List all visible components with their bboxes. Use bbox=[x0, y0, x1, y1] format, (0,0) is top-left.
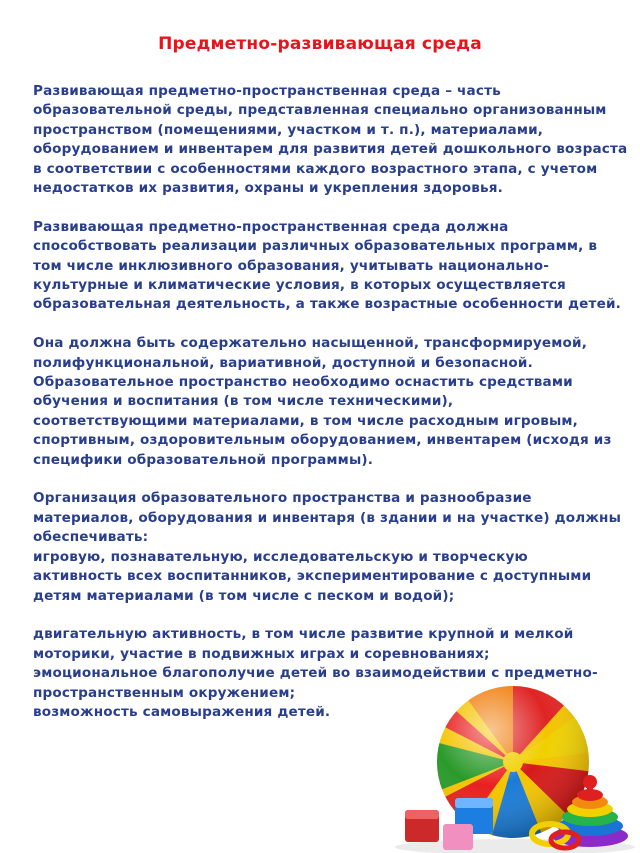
text-line: игровую, познавательную, исследовательскую и творческую bbox=[33, 548, 528, 565]
text-line: том числе инклюзивного образования, учитывать национально- bbox=[33, 257, 549, 274]
text-line: возможность самовыражения детей. bbox=[33, 703, 331, 720]
text-line: пространством (помещениями, участком и т. п.), материалами, bbox=[33, 121, 544, 138]
text-line: активность всех воспитанников, экспериментирование с доступными bbox=[33, 568, 592, 585]
text-line: образовательная деятельность, а также возрастные особенности детей. bbox=[33, 296, 621, 313]
text-line: полифункциональной, вариативной, доступной и безопасной. bbox=[33, 354, 533, 371]
text-line: детям материалами (в том числе с песком и водой); bbox=[33, 587, 455, 604]
text-line: образовательной среды, представленная специально организованным bbox=[33, 102, 607, 119]
text-line: Развивающая предметно-пространственная среда – часть bbox=[33, 83, 501, 99]
text-line: способствовать реализации различных образовательных программ, в bbox=[33, 238, 598, 255]
toys-ball-blocks-pyramid-icon bbox=[395, 682, 640, 853]
text-line: в соответствии с особенностями каждого возрастного этапа, с учетом bbox=[33, 160, 598, 177]
text-line: Образовательное пространство необходимо оснастить средствами bbox=[33, 374, 573, 391]
text-line: Развивающая предметно-пространственная среда должна bbox=[33, 218, 509, 235]
text-line: обучения и воспитания (в том числе техническими), bbox=[33, 393, 454, 410]
text-line: эмоциональное благополучие детей во взаимодействии с предметно- bbox=[33, 665, 598, 682]
text-line: Организация образовательного пространства и разнообразие bbox=[33, 490, 532, 507]
text-line: двигательную активность, в том числе развитие крупной и мелкой bbox=[33, 626, 574, 643]
page-title: Предметно-развивающая среда bbox=[158, 34, 482, 54]
text-line: Она должна быть содержательно насыщенной, трансформируемой, bbox=[33, 335, 588, 352]
text-line: специфики образовательной программы). bbox=[33, 451, 374, 468]
paragraph bbox=[33, 489, 623, 605]
text-line: оборудованием и инвентарем для развития детей дошкольного возраста bbox=[33, 141, 628, 158]
document-body bbox=[33, 82, 628, 742]
text-line: пространственным окружением; bbox=[33, 684, 296, 701]
text-line: моторики, участие в подвижных играх и соревнованиях; bbox=[33, 645, 490, 662]
paragraph bbox=[33, 218, 623, 315]
text-line: соответствующими материалами, в том числе расходным игровым, bbox=[33, 412, 578, 429]
paragraph bbox=[33, 82, 628, 198]
text-line: материалов, оборудования и инвентаря (в здании и на участке) должны bbox=[33, 509, 622, 526]
text-line: спортивным, оздоровительным оборудованием, инвентарем (исходя из bbox=[33, 432, 612, 449]
text-line: культурные и климатические условия, в которых осуществляется bbox=[33, 277, 566, 294]
paragraph bbox=[33, 334, 623, 470]
text-line: обеспечивать: bbox=[33, 529, 149, 546]
text-line: недостатков их развития, охраны и укрепления здоровья. bbox=[33, 180, 503, 197]
